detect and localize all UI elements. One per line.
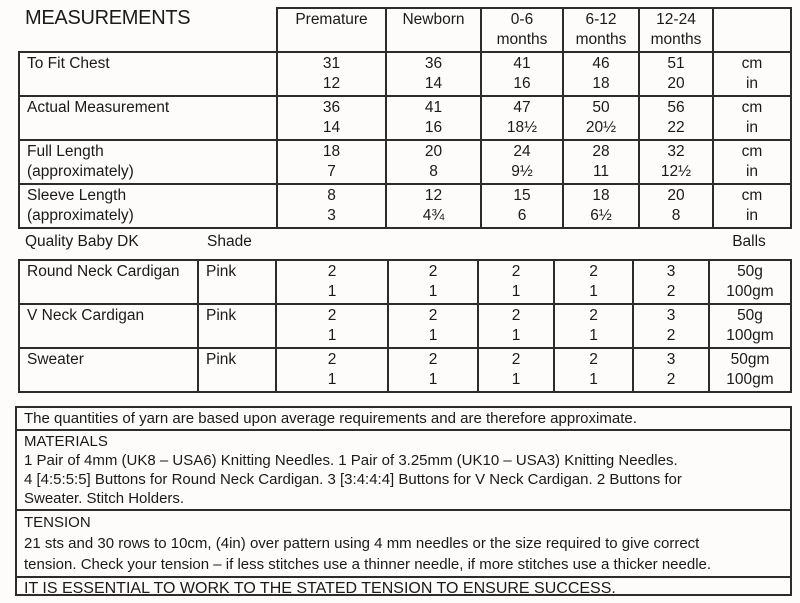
col-header-units-blank	[713, 8, 791, 52]
notes-box	[15, 406, 792, 596]
garment-cell: Round Neck Cardigan	[19, 260, 198, 304]
col-header-newborn: Newborn	[386, 8, 481, 52]
table-row	[19, 260, 791, 304]
materials-section	[17, 431, 790, 511]
balls-cell: 2 1	[276, 348, 388, 392]
size-label-cell: Full Length (approximately)	[19, 140, 277, 184]
col-header-6-12-months: 6-12 months	[563, 8, 639, 52]
balls-cell: 2 1	[478, 304, 554, 348]
value-cell: 20 8	[386, 140, 481, 184]
table-row	[19, 140, 791, 184]
value-cell: 51 20	[639, 52, 713, 96]
value-cell: 46 18	[563, 52, 639, 96]
col-header-premature: Premature	[277, 8, 386, 52]
value-cell: 41 16	[481, 52, 563, 96]
value-cell: 28 11	[563, 140, 639, 184]
garment-cell: Sweater	[19, 348, 198, 392]
yarn-table-header	[18, 233, 790, 257]
value-cell: 12 4¾	[386, 184, 481, 228]
balls-cell: 2 1	[276, 304, 388, 348]
balls-cell: 2 1	[478, 348, 554, 392]
tension-title: TENSION	[24, 514, 91, 531]
materials-line: 1 Pair of 4mm (UK8 – USA6) Knitting Needles. 1 Pair of 3.25mm (UK10 – USA3) Knitting Needles.	[24, 452, 678, 469]
value-cell: 47 18½	[481, 96, 563, 140]
value-cell: 41 16	[386, 96, 481, 140]
shade-cell: Pink	[198, 348, 276, 392]
balls-cell: 2 1	[388, 348, 478, 392]
col-header-0-6-months: 0-6 months	[481, 8, 563, 52]
balls-cell: 2 1	[388, 304, 478, 348]
table-corner-blank	[19, 8, 277, 52]
tension-section	[17, 511, 790, 578]
value-cell: 18 7	[277, 140, 386, 184]
weight-cell: 50g 100gm	[709, 304, 791, 348]
yarn-quantities-note: The quantities of yarn are based upon average requirements and are therefore approximate.	[17, 408, 790, 431]
size-label-cell: Actual Measurement	[19, 96, 277, 140]
units-cell: cm in	[713, 184, 791, 228]
balls-label: Balls	[732, 233, 766, 250]
col-header-12-24-months: 12-24 months	[639, 8, 713, 52]
balls-cell: 2 1	[554, 260, 633, 304]
balls-cell: 2 1	[478, 260, 554, 304]
units-cell: cm in	[713, 96, 791, 140]
yarn-table	[18, 259, 792, 393]
tension-line: tension. Check your tension – if less stitches use a thinner needle, if more stitches use a thicker needle.	[24, 556, 712, 573]
tension-line: 21 sts and 30 rows to 10cm, (4in) over pattern using 4 mm needles or the size required to give correct	[24, 535, 700, 552]
shade-cell: Pink	[198, 304, 276, 348]
value-cell: 36 14	[277, 96, 386, 140]
garment-cell: V Neck Cardigan	[19, 304, 198, 348]
balls-cell: 3 2	[633, 304, 709, 348]
value-cell: 15 6	[481, 184, 563, 228]
table-row	[19, 348, 791, 392]
weight-cell: 50g 100gm	[709, 260, 791, 304]
value-cell: 50 20½	[563, 96, 639, 140]
shade-label: Shade	[207, 233, 252, 250]
essential-note: IT IS ESSENTIAL TO WORK TO THE STATED TENSION TO ENSURE SUCCESS.	[24, 580, 616, 596]
materials-line: 4 [4:5:5:5] Buttons for Round Neck Cardigan. 3 [3:4:4:4] Buttons for V Neck Cardigan. 2 Buttons for	[24, 471, 682, 488]
balls-cell: 3 2	[633, 348, 709, 392]
page-title: MEASUREMENTS	[25, 7, 191, 29]
materials-line: Sweater. Stitch Holders.	[24, 490, 185, 507]
size-label-cell: Sleeve Length (approximately)	[19, 184, 277, 228]
size-header-row	[19, 8, 791, 52]
measurements-table	[18, 7, 792, 229]
value-cell: 24 9½	[481, 140, 563, 184]
table-row	[19, 304, 791, 348]
balls-cell: 3 2	[633, 260, 709, 304]
table-row	[19, 52, 791, 96]
shade-cell: Pink	[198, 260, 276, 304]
weight-cell: 50gm 100gm	[709, 348, 791, 392]
balls-cell: 2 1	[388, 260, 478, 304]
balls-cell: 2 1	[276, 260, 388, 304]
balls-cell: 2 1	[554, 348, 633, 392]
table-row	[19, 96, 791, 140]
materials-title: MATERIALS	[24, 433, 108, 450]
value-cell: 20 8	[639, 184, 713, 228]
value-cell: 36 14	[386, 52, 481, 96]
value-cell: 31 12	[277, 52, 386, 96]
quality-label: Quality Baby DK	[25, 233, 139, 250]
table-row	[19, 184, 791, 228]
size-label-cell: To Fit Chest	[19, 52, 277, 96]
balls-cell: 2 1	[554, 304, 633, 348]
value-cell: 8 3	[277, 184, 386, 228]
value-cell: 18 6½	[563, 184, 639, 228]
units-cell: cm in	[713, 52, 791, 96]
value-cell: 32 12½	[639, 140, 713, 184]
value-cell: 56 22	[639, 96, 713, 140]
units-cell: cm in	[713, 140, 791, 184]
